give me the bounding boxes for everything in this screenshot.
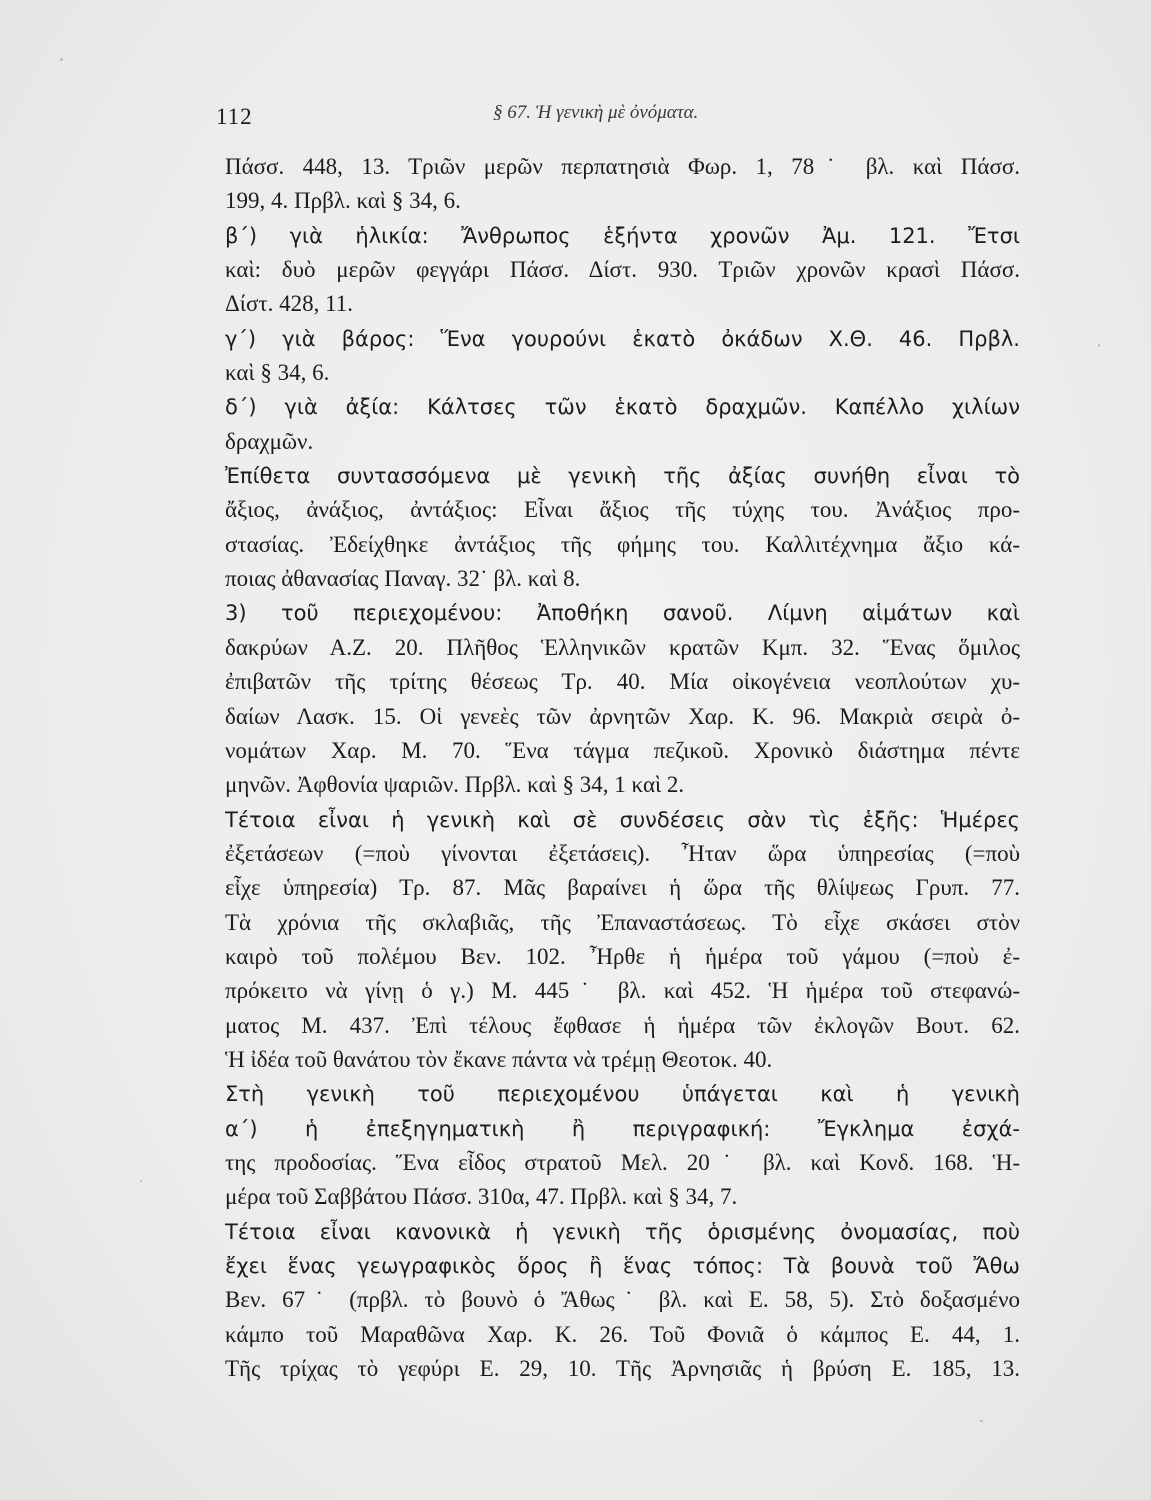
text-line: δακρύων Α.Ζ. 20. Πλῆθος Ἑλληνικῶν κρατῶν Κμπ. 32. Ἕνας ὅμιλος <box>225 634 1020 660</box>
text-line: Βεν. 67˙ (πρβλ. τὸ βουνὸ ὁ Ἄθως˙ βλ. καὶ Ε. 58, 5). Στὸ δοξασμένο <box>225 1287 1020 1313</box>
text-line: γ΄) γιὰ βάρος: Ἕνα γουρούνι ἑκατὸ ὀκάδων Χ.Θ. 46. Πρβλ. <box>225 326 1020 351</box>
text-line: Τῆς τρίχας τὸ γεφύρι Ε. 29, 10. Τῆς Ἀρνησιᾶς ἡ βρύση Ε. 185, 13. <box>225 1356 1020 1382</box>
text-line: ἄξιος, ἀνάξιος, ἀντάξιος: Εἶναι ἄξιος τῆς τύχης του. Ἀνάξιος προ- <box>225 497 1020 523</box>
scan-speck <box>1098 344 1100 347</box>
text-line: ἔχει ἕνας γεωγραφικὸς ὅρος ἢ ἕνας τόπος: Τὰ βουνὰ τοῦ Ἄθω <box>225 1254 1020 1278</box>
text-line: Πάσσ. 448, 13. Τριῶν μερῶν περπατησιὰ Φωρ. 1, 78˙ βλ. καὶ Πάσσ. <box>225 154 1020 179</box>
text-line: ἐξετάσεων (=ποὺ γίνονται ἐξετάσεις). Ἦταν ὥρα ὑπηρεσίας (=ποὺ <box>225 840 1020 866</box>
text-line: της προδοσίας. Ἕνα εἶδος στρατοῦ Μελ. 20˙ βλ. καὶ Κονδ. 168. Ἡ- <box>225 1149 1020 1175</box>
text-line: στασίας. Ἐδείχθηκε ἀντάξιος τῆς φήμης του. Καλλιτέχνημα ἄξιο κά- <box>225 531 1020 557</box>
text-line: β΄) γιὰ ἡλικία: Ἄνθρωπος ἑξήντα χρονῶν Ἀμ. 121. Ἔτσι <box>225 223 1020 248</box>
text-line: νομάτων Χαρ. Μ. 70. Ἕνα τάγμα πεζικοῦ. Χρονικὸ διάστημα πέντε <box>225 737 1020 763</box>
scan-speck <box>140 1180 142 1182</box>
text-line: Ἐπίθετα συντασσόμενα μὲ γενικὴ τῆς ἀξίας συνήθη εἶναι τὸ <box>225 464 1020 489</box>
text-line: δραχμῶν. <box>225 428 314 454</box>
text-line: α΄) ἡ ἐπεξηγηματικὴ ἢ περιγραφική: Ἔγκλημα ἐσχά- <box>225 1116 1020 1141</box>
text-line: δαίων Λασκ. 15. Οἱ γενεὲς τῶν ἀρνητῶν Χαρ. Κ. 96. Μακριὰ σειρὰ ὀ- <box>225 703 1020 729</box>
text-line: πρόκειτο νὰ γίνῃ ὁ γ.) Μ. 445˙ βλ. καὶ 452. Ἡ ἡμέρα τοῦ στεφανώ- <box>225 978 1020 1004</box>
scan-speck <box>60 58 63 61</box>
body-text <box>225 150 1020 1386</box>
text-line: Τέτοια εἶναι κανονικὰ ἡ γενικὴ τῆς ὁρισμένης ὀνομασίας, ποὺ <box>225 1219 1020 1244</box>
text-line: εἶχε ὑπηρεσία) Τρ. 87. Μᾶς βαραίνει ἡ ὥρα τῆς θλίψεως Γρυπ. 77. <box>225 875 1020 901</box>
text-line: ποιας ἀθανασίας Παναγ. 32˙ βλ. καὶ 8. <box>225 566 581 592</box>
text-line: Στὴ γενικὴ τοῦ περιεχομένου ὑπάγεται καὶ ἡ γενικὴ <box>225 1082 1020 1107</box>
page-number: 112 <box>216 104 253 129</box>
text-line: 199, 4. Πρβλ. καὶ § 34, 6. <box>225 188 461 214</box>
scan-speck <box>980 1420 983 1422</box>
running-head: § 67. Ἡ γενικὴ μὲ ὀνόματα. <box>493 102 699 123</box>
text-line: Δίστ. 428, 11. <box>225 291 354 317</box>
text-line: ματος Μ. 437. Ἐπὶ τέλους ἔφθασε ἡ ἡμέρα τῶν ἐκλογῶν Βουτ. 62. <box>225 1012 1020 1038</box>
text-line: δ΄) γιὰ ἀξία: Κάλτσες τῶν ἑκατὸ δραχμῶν. Καπέλλο χιλίων <box>225 395 1020 420</box>
text-line: 3) τοῦ περιεχομένου: Ἀποθήκη σανοῦ. Λίμνη αἱμάτων καὶ <box>225 601 1020 626</box>
text-line: Τέτοια εἶναι ἡ γενικὴ καὶ σὲ συνδέσεις σὰν τὶς ἑξῆς: Ἡμέρες <box>225 807 1020 832</box>
text-line: μέρα τοῦ Σαββάτου Πάσσ. 310α, 47. Πρβλ. καὶ § 34, 7. <box>225 1184 738 1210</box>
text-line: Τὰ χρόνια τῆς σκλαβιᾶς, τῆς Ἐπαναστάσεως. Τὸ εἶχε σκάσει στὸν <box>225 909 1020 935</box>
text-line: Ἡ ἰδέα τοῦ θανάτου τὸν ἔκανε πάντα νὰ τρέμῃ Θεοτοκ. 40. <box>225 1046 773 1072</box>
text-line: καὶ: δυὸ μερῶν φεγγάρι Πάσσ. Δίστ. 930. Τριῶν χρονῶν κρασὶ Πάσσ. <box>225 257 1020 283</box>
text-line: κάμπο τοῦ Μαραθῶνα Χαρ. Κ. 26. Τοῦ Φονιᾶ ὁ κάμπος Ε. 44, 1. <box>225 1321 1020 1347</box>
text-line: μηνῶν. Ἀφθονία ψαριῶν. Πρβλ. καὶ § 34, 1 καὶ 2. <box>225 772 685 798</box>
text-line: καιρὸ τοῦ πολέμου Βεν. 102. Ἦρθε ἡ ἡμέρα τοῦ γάμου (=ποὺ ἐ- <box>225 943 1020 969</box>
page-header <box>0 96 1151 136</box>
text-line: καὶ § 34, 6. <box>225 360 330 386</box>
text-line: ἐπιβατῶν τῆς τρίτης θέσεως Τρ. 40. Μία οἰκογένεια νεοπλούτων χυ- <box>225 669 1020 695</box>
